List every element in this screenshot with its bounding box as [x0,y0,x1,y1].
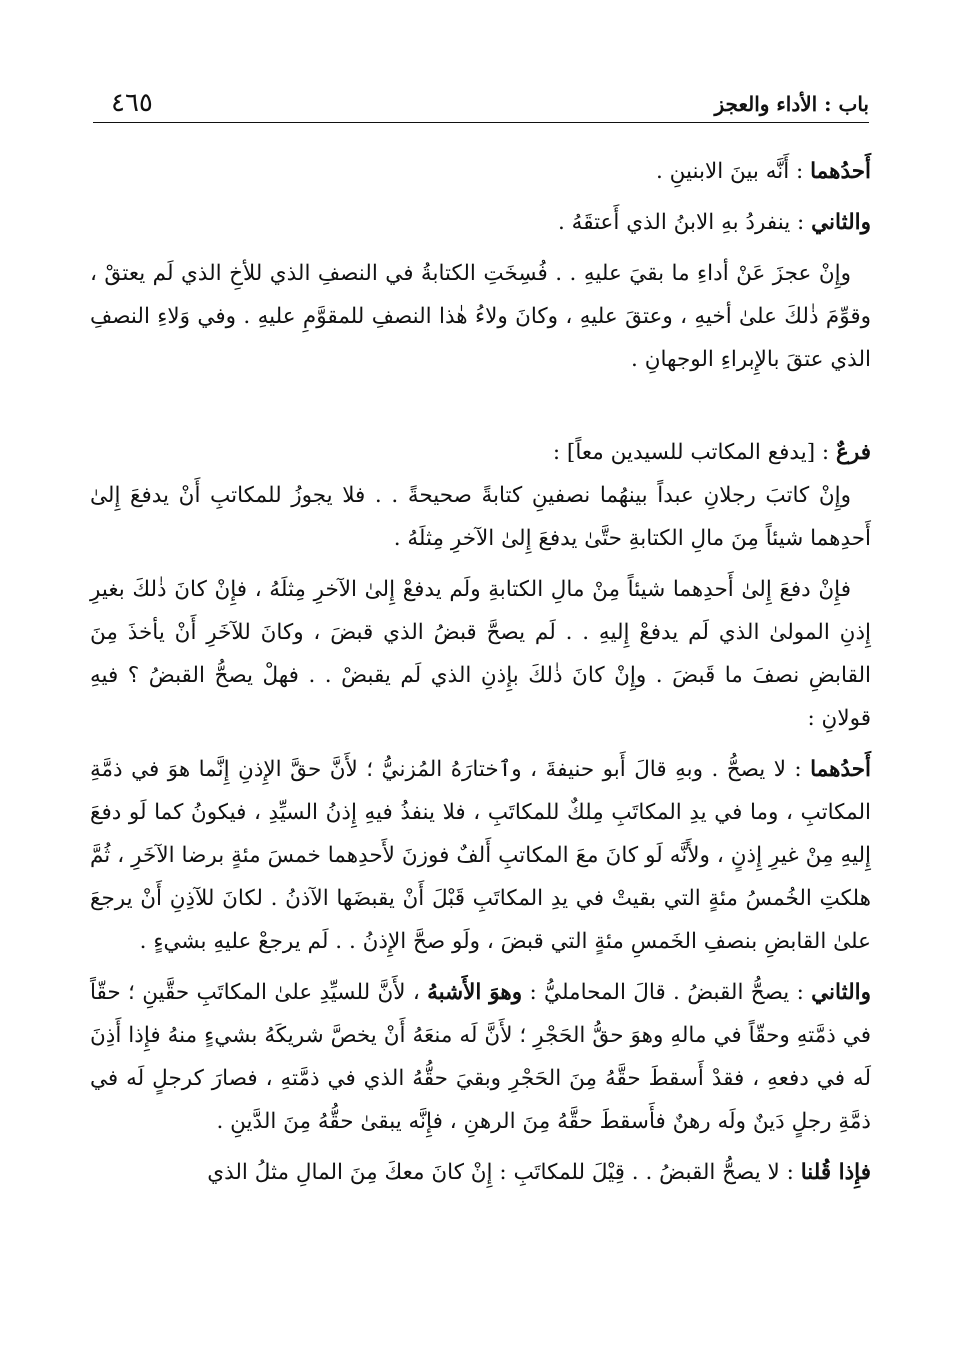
running-head: باب : الأداء والعجز [714,92,869,116]
paragraph-text: : ينفردُ بهِ الابنُ الذي أَعتقَهُ . [558,210,812,235]
section-heading-text: : [يدفع المكاتب للسيدين معاً] : [552,440,837,465]
paragraph-lead: أَحدُهما [810,757,871,782]
paragraph-payment-to-one: فإِنْ دفعَ إِلىٰ أَحدِهما شيئاً مِنْ مالِ الكتابةِ ولَم يدفعْ إِلىٰ الآخرِ مِثلَهُ ، فإِنْ كانَ ذٰلكَ بغيرِ إِذنِ المولىٰ الذي لَم يدفعْ إِليهِ . . لَم يصحَّ قبضُ الذي قبضَ ، وكانَ للآخَرِ أَنْ يأخذَ مِنَ القابضِ نصفَ ما قَبضَ . وإِنْ كانَ ذٰلكَ بإِذنِ الذي لَم يقبضْ . . فهلْ يصحُّ القبضُ ؟ فيهِ قولانِ : [90,577,871,731]
paragraph-text: : لا يصحُّ القبضُ . . قِيْلَ للمكاتَبِ : إِنْ كانَ معكَ مِنَ المالِ مثلُ الذي [207,1160,801,1185]
paragraph-first-opinion [90,150,871,193]
paragraph-lead: والثاني [811,210,871,235]
page-header [93,88,869,123]
paragraph-two-masters: وإِنْ كاتبَ رجلانِ عبداً بينهُما نصفينِ كتابةً صحيحةً . . فلا يجوزُ للمكاتبِ أَنْ يدفعَ إِلىٰ أَحدِهما شيئاً مِنَ مالِ الكتابةِ حتَّىٰ يدفعَ إِلىٰ الآخرِ مِثلَهُ . [90,483,871,551]
paragraph-second-opinion [90,201,871,244]
paragraph-second-view [90,971,871,1143]
page-number: ٤٦٥ [111,88,153,118]
paragraph-inability: وإِنْ عجزَ عَنْ أداءِ ما بقيَ عليهِ . . فُسِخَتِ الكتابةُ في النصفِ الذي للأخِ الذي لَم يعتقْ ، وقوِّمَ ذٰلكَ علىٰ أخيهِ ، وعتقَ عليهِ ، وكانَ ولاءُ هٰذا النصفِ للمقوَّمِ عليهِ . وفي وَلاءِ النصفِ الذي عتقَ بالإِبراءِ الوجهانِ . [90,261,871,372]
paragraph-lead: أَحدُهما [810,159,871,184]
paragraph-if-we-say [90,1151,871,1194]
highlighted-phrase: وهوَ الأَشبهُ [427,980,523,1005]
paragraph-lead: فإِذا قُلنا [800,1160,871,1185]
paragraph-text: : أَنَّه بينَ الابنينِ . [655,159,811,184]
paragraph-first-view [90,748,871,963]
section-heading-lead: فرعٌ [836,440,871,465]
paragraph-text: : يصحُّ القبضُ . قالَ المحامليُّ : [522,980,812,1005]
paragraph-lead: والثاني [811,980,871,1005]
paragraph-text-continued: ، لأَنَّ للسيِّدِ علىٰ المكاتَبِ حقَّينِ ؛ حقّاً في ذمَّتهِ وحقّاً في مالهِ وهوَ حقُّ الحَجْرِ ؛ لأَنَّ لَه منعَهُ أَنْ يخصَّ شريكَهُ بشيءٍ منهُ فإِذا أَذِنَ لَه في دفعهِ ، فقدْ أَسقطَ حقَّهُ مِنَ الحَجْرِ وبقيَ حقُّهُ الذي في ذمَّتهِ ، فصارَ كرجلٍ لَه في ذمَّةِ رجلٍ دَينٌ ولَه رهنٌ فأَسقطَ حقَّهُ مِنَ الرهنِ ، فإِنَّه يبقىٰ حقُّهُ مِنَ الدَّينِ . [90,980,871,1134]
page-body [90,150,871,1194]
section-heading-far [90,431,871,474]
paragraph-text: : لا يصحُّ . وبهِ قالَ أَبو حنيفةَ ، وٱختارَهُ المُزنيُّ ؛ لأَنَّ حقَّ الإِذنِ إِنَّما هوَ في ذمَّةِ المكاتبِ ، وما في يدِ المكاتَبِ مِلكٌ للمكاتَبِ ، فلا ينفذُ فيهِ إِذنُ السيِّدِ ، فيكونُ كما لَو دفعَ إِليهِ مِنْ غيرِ إِذنٍ ، ولأَنَّه لَو كانَ معَ المكاتبِ أَلفٌ فوزنَ لأَحدِهما خمسَ مئةٍ برضا الآخَرِ ، ثُمَّ هلكتِ الخُمسُ مئةٍ التي بقيتْ في يدِ المكاتَبِ قَبْلَ أَنْ يقبضَها الآذنُ . لكانَ للآذِنِ أَنْ يرجعَ علىٰ القابضِ بنصفِ الخَمسِ مئةٍ التي قبضَ ، ولَو صحَّ الإِذنُ . . لَم يرجعْ عليهِ بشيءٍ . [90,757,871,954]
